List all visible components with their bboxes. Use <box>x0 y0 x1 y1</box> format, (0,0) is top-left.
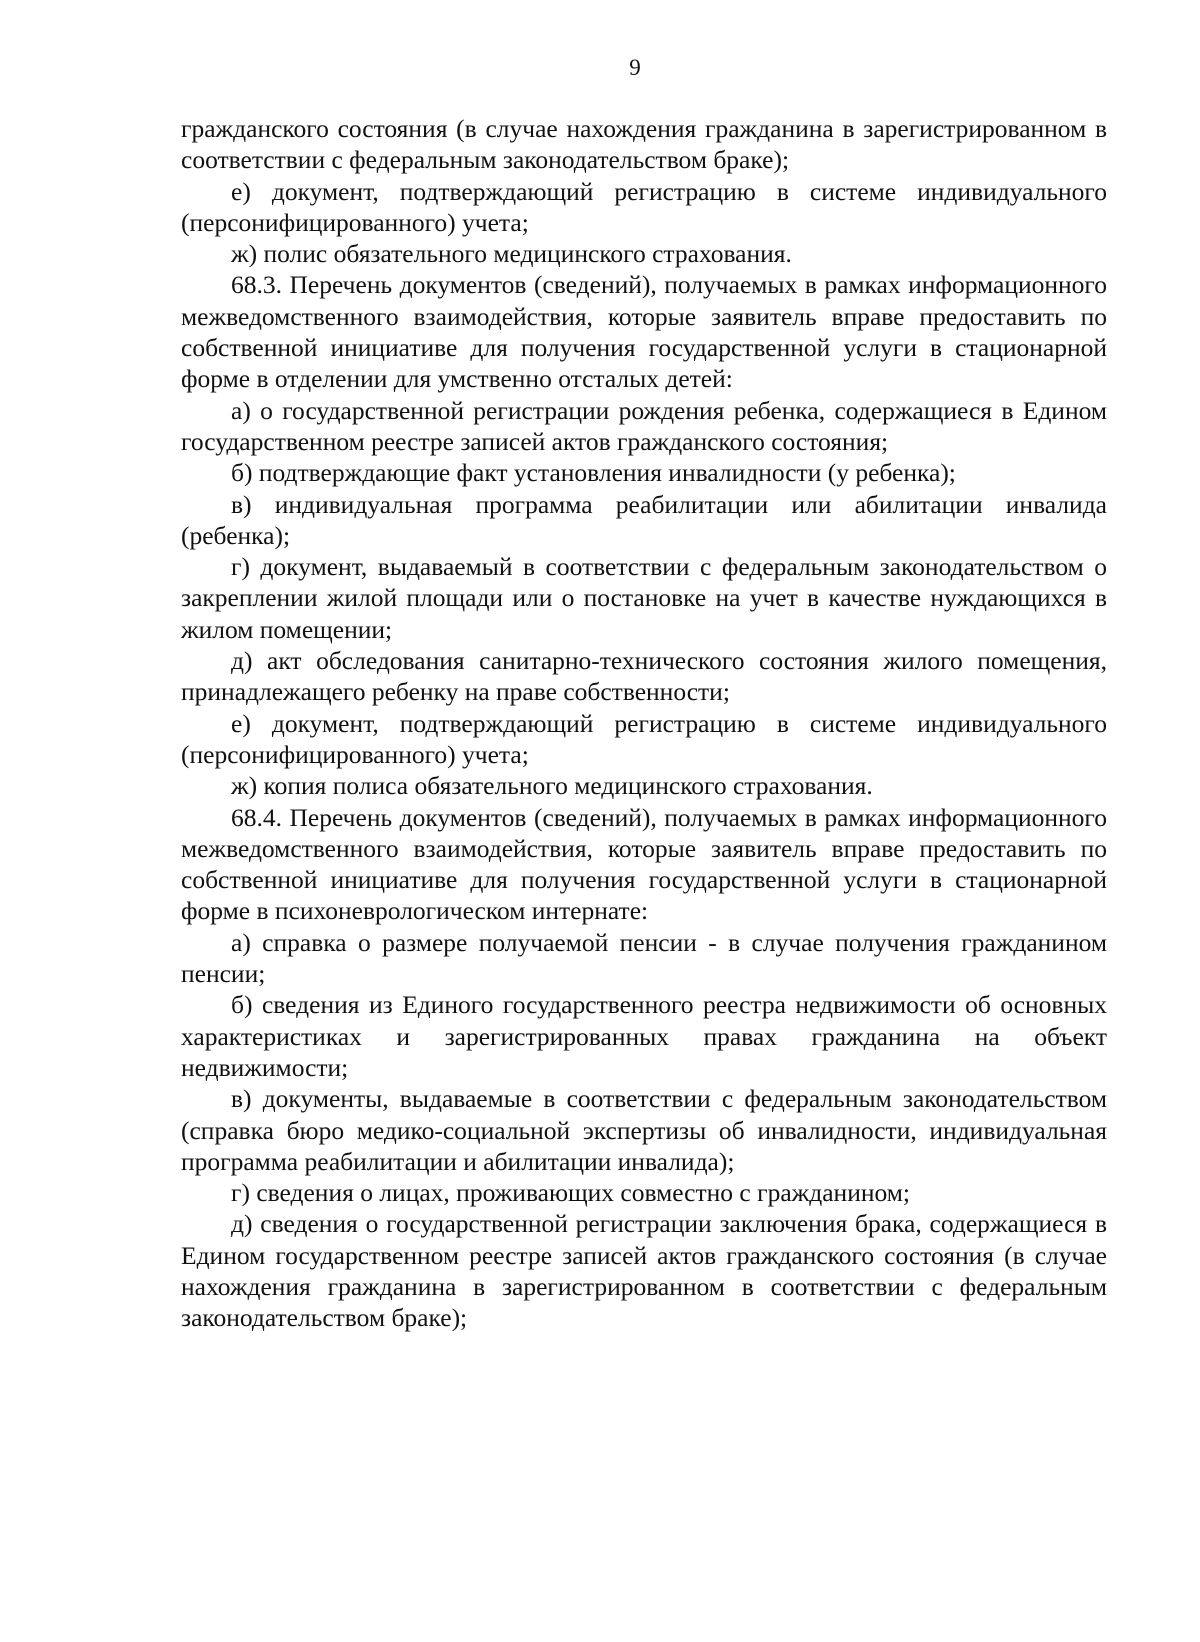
paragraph-68-3-item-zh: ж) копия полиса обязательного медицинского страхования. <box>231 771 873 801</box>
paragraph-68-4-item-v: в) документы, выдаваемые в соответствии с федеральным законодательством (справка бюро медико-социальной экспертизы об инвалидности, индивидуальная программа реабилитации и абилитации инвалида); <box>181 1084 1107 1176</box>
paragraph-68-3-item-d: д) акт обследования санитарно-технического состояния жилого помещения, принадлежащего ребенку на праве собственности; <box>181 646 1107 707</box>
page-number: 9 <box>629 55 641 80</box>
paragraph-68-3-item-b: б) подтверждающие факт установления инвалидности (у ребенка); <box>231 458 956 488</box>
paragraph-68-3-item-e: е) документ, подтверждающий регистрацию в системе индивидуального (персонифицированного) учета; <box>181 708 1107 769</box>
paragraph-68-3: 68.3. Перечень документов (сведений), получаемых в рамках информационного межведомственного взаимодействия, которые заявитель вправе предоставить по собственной инициативе для получения государственной услуги в стационарной форме в отделении для умственно отсталых детей: <box>181 270 1107 394</box>
paragraph-68-4-item-g: г) сведения о лицах, проживающих совместно с гражданином; <box>231 1178 910 1208</box>
paragraph-68-3-item-a: а) о государственной регистрации рождения ребенка, содержащиеся в Едином государственном реестре записей актов гражданского состояния; <box>181 395 1107 456</box>
paragraph-68-3-item-v: в) индивидуальная программа реабилитации или абилитации инвалида (ребенка); <box>181 489 1107 550</box>
paragraph-continuation: гражданского состояния (в случае нахождения гражданина в зарегистрированном в соответствии с федеральным законодательством браке); <box>181 114 1107 175</box>
paragraph-68-4-item-d: д) сведения о государственной регистрации заключения брака, содержащиеся в Едином государственном реестре записей актов гражданского состояния (в случае нахождения гражданина в зарегистрированном в соответствии с федеральным законодательством браке); <box>181 1209 1107 1333</box>
paragraph-item-e: е) документ, подтверждающий регистрацию в системе индивидуального (персонифицированного) учета; <box>181 176 1107 237</box>
paragraph-68-4-item-b: б) сведения из Единого государственного реестра недвижимости об основных характеристиках и зарегистрированных правах гражданина на объект недвижимости; <box>181 990 1107 1082</box>
paragraph-68-4: 68.4. Перечень документов (сведений), получаемых в рамках информационного межведомственного взаимодействия, которые заявитель вправе предоставить по собственной инициативе для получения государственной услуги в стационарной форме в психоневрологическом интернате: <box>181 802 1107 926</box>
paragraph-68-3-item-g: г) документ, выдаваемый в соответствии с федеральным законодательством о закреплении жилой площади или о постановке на учет в качестве нуждающихся в жилом помещении; <box>181 552 1107 644</box>
paragraph-68-4-item-a: а) справка о размере получаемой пенсии - в случае получения гражданином пенсии; <box>181 927 1107 989</box>
document-text <box>181 113 1107 1334</box>
paragraph-item-zh: ж) полис обязательного медицинского страхования. <box>231 239 792 269</box>
